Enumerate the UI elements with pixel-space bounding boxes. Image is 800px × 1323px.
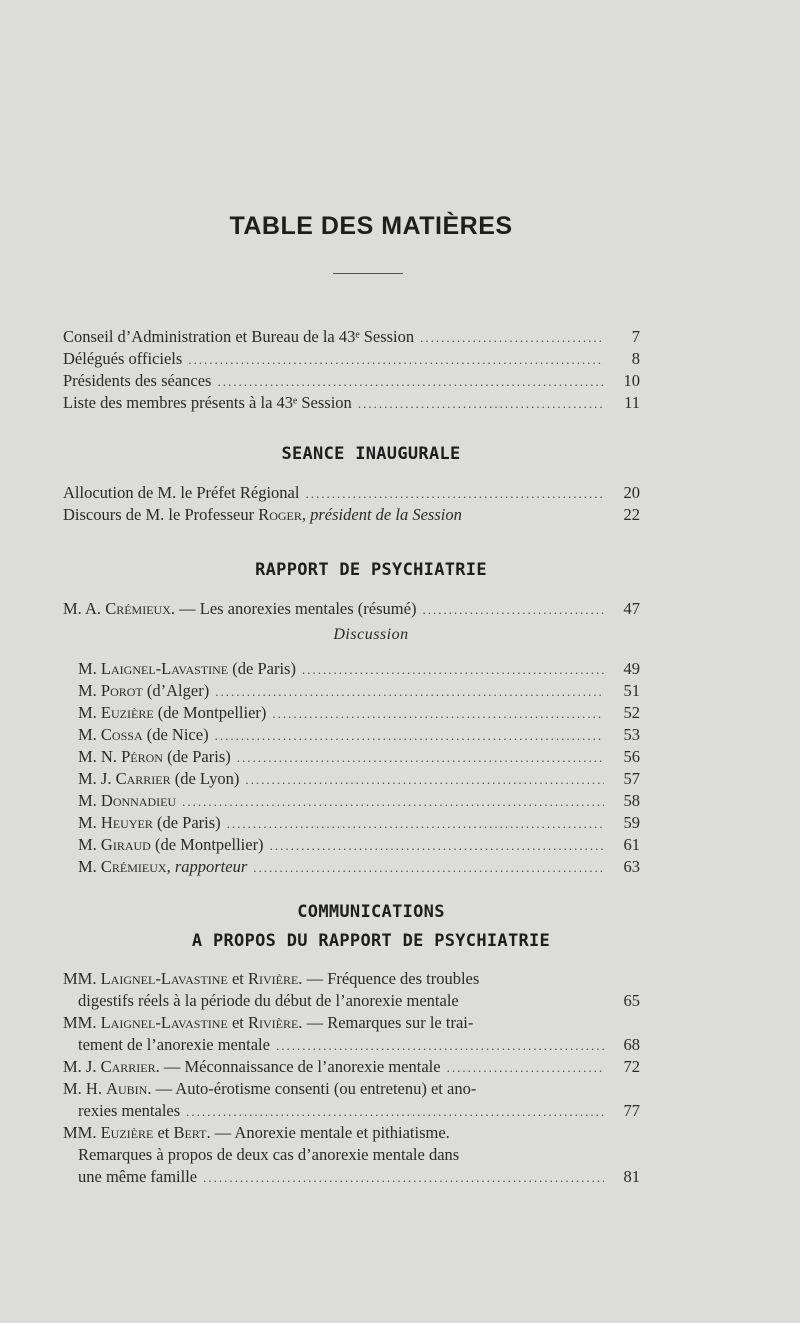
label-text: M. xyxy=(78,681,101,700)
label-text: M. xyxy=(78,813,101,832)
toc-entry-page: 59 xyxy=(623,813,640,832)
section-heading: A PROPOS DU RAPPORT DE PSYCHIATRIE xyxy=(191,931,551,951)
author-name: Crémieux. xyxy=(105,599,175,618)
author-name: Laignel-Lavastine xyxy=(100,659,229,678)
toc-entry xyxy=(63,598,640,620)
label-text: MM. xyxy=(63,969,101,988)
toc-entry-label xyxy=(63,598,416,620)
author-name: Euzière xyxy=(100,703,154,722)
toc-entry-page: 53 xyxy=(623,725,640,744)
author-name: Heuyer xyxy=(100,813,153,832)
leader-dots xyxy=(305,483,604,505)
label-text: M. A. xyxy=(63,599,106,618)
toc-entry-label xyxy=(63,504,462,526)
toc-entry-label: rexies mentales xyxy=(78,1101,181,1120)
author-name: Donnadieu xyxy=(100,791,177,810)
toc-entry-line xyxy=(78,1144,640,1166)
toc-entry-line xyxy=(63,1012,640,1034)
label-text: (de Nice) xyxy=(142,725,209,744)
toc-entry-page: 7 xyxy=(631,327,640,346)
author-name: Rivière. xyxy=(247,1013,303,1032)
section-heading: RAPPORT DE PSYCHIATRIE xyxy=(255,560,487,580)
toc-entry xyxy=(63,348,640,370)
author-name: Péron xyxy=(121,747,163,766)
toc-entry-page: 77 xyxy=(623,1101,640,1120)
leader-dots xyxy=(217,371,604,393)
author-name: Rivière. xyxy=(247,969,303,988)
label-text: M. xyxy=(78,857,101,876)
label-text: (de Paris) xyxy=(228,659,296,678)
label-text: M. xyxy=(78,835,101,854)
toc-entry-label: Allocution de M. le Préfet Régional xyxy=(63,483,300,502)
toc-entry-page: 49 xyxy=(623,659,640,678)
toc-entry xyxy=(63,392,640,414)
toc-entry-label xyxy=(78,856,247,878)
toc-entry xyxy=(78,746,640,768)
leader-dots xyxy=(182,791,604,813)
toc-entry xyxy=(78,680,640,702)
leader-dots xyxy=(215,681,604,703)
label-text: M. xyxy=(78,725,101,744)
label-text: M. xyxy=(78,703,101,722)
toc-entry-label xyxy=(78,834,264,856)
section-heading: COMMUNICATIONS xyxy=(297,902,445,922)
leader-dots xyxy=(188,349,604,371)
toc-entry-label: tement de l’anorexie mentale xyxy=(78,1035,270,1054)
author-name: Carrier. xyxy=(100,1057,160,1076)
toc-entry xyxy=(78,1034,640,1056)
author-name: Carrier xyxy=(115,769,171,788)
label-text: et xyxy=(227,969,248,988)
toc-entry-line xyxy=(63,1078,640,1100)
author-name: Laignel-Lavastine xyxy=(100,1013,228,1032)
label-text: M. H. xyxy=(63,1079,107,1098)
discussion-heading: Discussion xyxy=(333,626,409,643)
page-title: TABLE DES MATIÈRES xyxy=(229,212,513,240)
label-text: rapporteur xyxy=(170,857,248,876)
toc-entry xyxy=(63,504,640,526)
toc-entry-label xyxy=(63,1056,441,1078)
leader-dots xyxy=(186,1101,604,1123)
label-text: et xyxy=(227,1013,248,1032)
toc-entry xyxy=(78,768,640,790)
toc-entry-label xyxy=(78,768,239,790)
toc-entry-page: 10 xyxy=(623,371,640,390)
leader-dots xyxy=(270,835,604,857)
toc-entry-page: 81 xyxy=(623,1167,640,1186)
label-text: — Remarques sur le trai- xyxy=(302,1013,474,1032)
toc-entry xyxy=(78,812,640,834)
toc-entry-page: 61 xyxy=(623,835,640,854)
label-text: président de la Session xyxy=(306,505,462,524)
label-text: M. J. xyxy=(78,769,116,788)
section-heading: SEANCE INAUGURALE xyxy=(281,444,461,464)
toc-entry xyxy=(78,990,640,1012)
author-name: Giraud xyxy=(100,835,151,854)
label-text: MM. xyxy=(63,1013,101,1032)
toc-entry-line xyxy=(63,968,640,990)
toc-entry-label: Délégués officiels xyxy=(63,349,183,368)
label-text: Remarques à propos de deux cas d’anorexie mentale dans xyxy=(78,1145,460,1164)
author-name: Porot xyxy=(100,681,143,700)
toc-entry-page: 20 xyxy=(623,483,640,502)
author-name: Roger, xyxy=(258,505,307,524)
label-text: MM. xyxy=(63,1123,101,1142)
toc-entry-label xyxy=(78,658,296,680)
leader-dots xyxy=(422,599,604,621)
author-name: Bert. xyxy=(173,1123,211,1142)
label-text: M. J. xyxy=(63,1057,101,1076)
toc-entry xyxy=(78,724,640,746)
toc-entry-page: 8 xyxy=(631,349,640,368)
toc-entry-page: 56 xyxy=(623,747,640,766)
author-name: Crémieux, xyxy=(100,857,171,876)
label-text: — Anorexie mentale et pithiatisme. xyxy=(210,1123,450,1142)
label-text: (de Paris) xyxy=(162,747,231,766)
leader-dots xyxy=(215,725,604,747)
leader-dots xyxy=(272,703,604,725)
label-text: M. xyxy=(78,791,101,810)
leader-dots xyxy=(276,1035,604,1057)
toc-entry xyxy=(63,326,640,348)
toc-entry xyxy=(78,702,640,724)
author-name: Euzière xyxy=(100,1123,154,1142)
toc-entry xyxy=(78,1166,640,1188)
label-text: (de Lyon) xyxy=(170,769,240,788)
toc-entry-page: 68 xyxy=(623,1035,640,1054)
label-text: — Méconnaissance de l’anorexie mentale xyxy=(159,1057,441,1076)
leader-dots xyxy=(227,813,604,835)
toc-entry-label: digestifs réels à la période du début de l’anorexie mentale xyxy=(78,991,459,1010)
toc-entry-page: 72 xyxy=(623,1057,640,1076)
label-text: — Auto-érotisme consenti (ou entretenu) et ano- xyxy=(151,1079,477,1098)
label-text: M. N. xyxy=(78,747,122,766)
toc-entry xyxy=(78,1100,640,1122)
label-text: (de Paris) xyxy=(152,813,221,832)
toc-entry xyxy=(78,834,640,856)
toc-entry-label xyxy=(78,790,176,812)
toc-entry-page: 63 xyxy=(623,857,640,876)
label-text: — Fréquence des troubles xyxy=(302,969,480,988)
label-text: et xyxy=(153,1123,174,1142)
toc-entry xyxy=(78,790,640,812)
author-name: Laignel-Lavastine xyxy=(100,969,228,988)
label-text: M. xyxy=(78,659,101,678)
toc-entry xyxy=(63,370,640,392)
toc-entry-label xyxy=(78,702,266,724)
leader-dots xyxy=(420,327,604,349)
label-text: — Les anorexies mentales (résumé) xyxy=(174,599,417,618)
label-text: (de Montpellier) xyxy=(153,703,267,722)
toc-entry-label xyxy=(78,746,231,768)
toc-entry-page: 47 xyxy=(623,599,640,618)
toc-entry-page: 65 xyxy=(623,991,640,1010)
toc-entry-page: 57 xyxy=(623,769,640,788)
toc-entry-label xyxy=(78,680,209,702)
label-text: (d’Alger) xyxy=(142,681,210,700)
leader-dots xyxy=(245,769,604,791)
author-name: Aubin. xyxy=(106,1079,152,1098)
toc-entry-label xyxy=(78,812,221,834)
title-divider xyxy=(333,273,403,274)
toc-entry-page: 51 xyxy=(623,681,640,700)
leader-dots xyxy=(203,1167,604,1189)
toc-entry-label: une même famille xyxy=(78,1167,198,1186)
author-name: Cossa xyxy=(100,725,143,744)
toc-entry xyxy=(63,1056,640,1078)
toc-entry-page: 58 xyxy=(623,791,640,810)
toc-entry xyxy=(78,856,640,878)
label-text: Discours de M. le Professeur xyxy=(63,505,259,524)
leader-dots xyxy=(237,747,604,769)
leader-dots xyxy=(302,659,604,681)
toc-entry-page: 11 xyxy=(624,393,640,412)
toc-entry-page: 52 xyxy=(623,703,640,722)
toc-entry-page: 22 xyxy=(623,505,640,524)
label-text: (de Montpellier) xyxy=(150,835,264,854)
toc-entry-label: Présidents des séances xyxy=(63,371,212,390)
toc-entry-line xyxy=(63,1122,640,1144)
toc-entry-label: Conseil d’Administration et Bureau de la 43ᵉ Session xyxy=(63,327,415,346)
toc-entry xyxy=(63,482,640,504)
leader-dots xyxy=(447,1057,604,1079)
leader-dots xyxy=(358,393,604,415)
toc-entry-label xyxy=(78,724,209,746)
toc-entry xyxy=(78,658,640,680)
toc-entry-label: Liste des membres présents à la 43ᵉ Session xyxy=(63,393,352,412)
leader-dots xyxy=(253,857,604,879)
